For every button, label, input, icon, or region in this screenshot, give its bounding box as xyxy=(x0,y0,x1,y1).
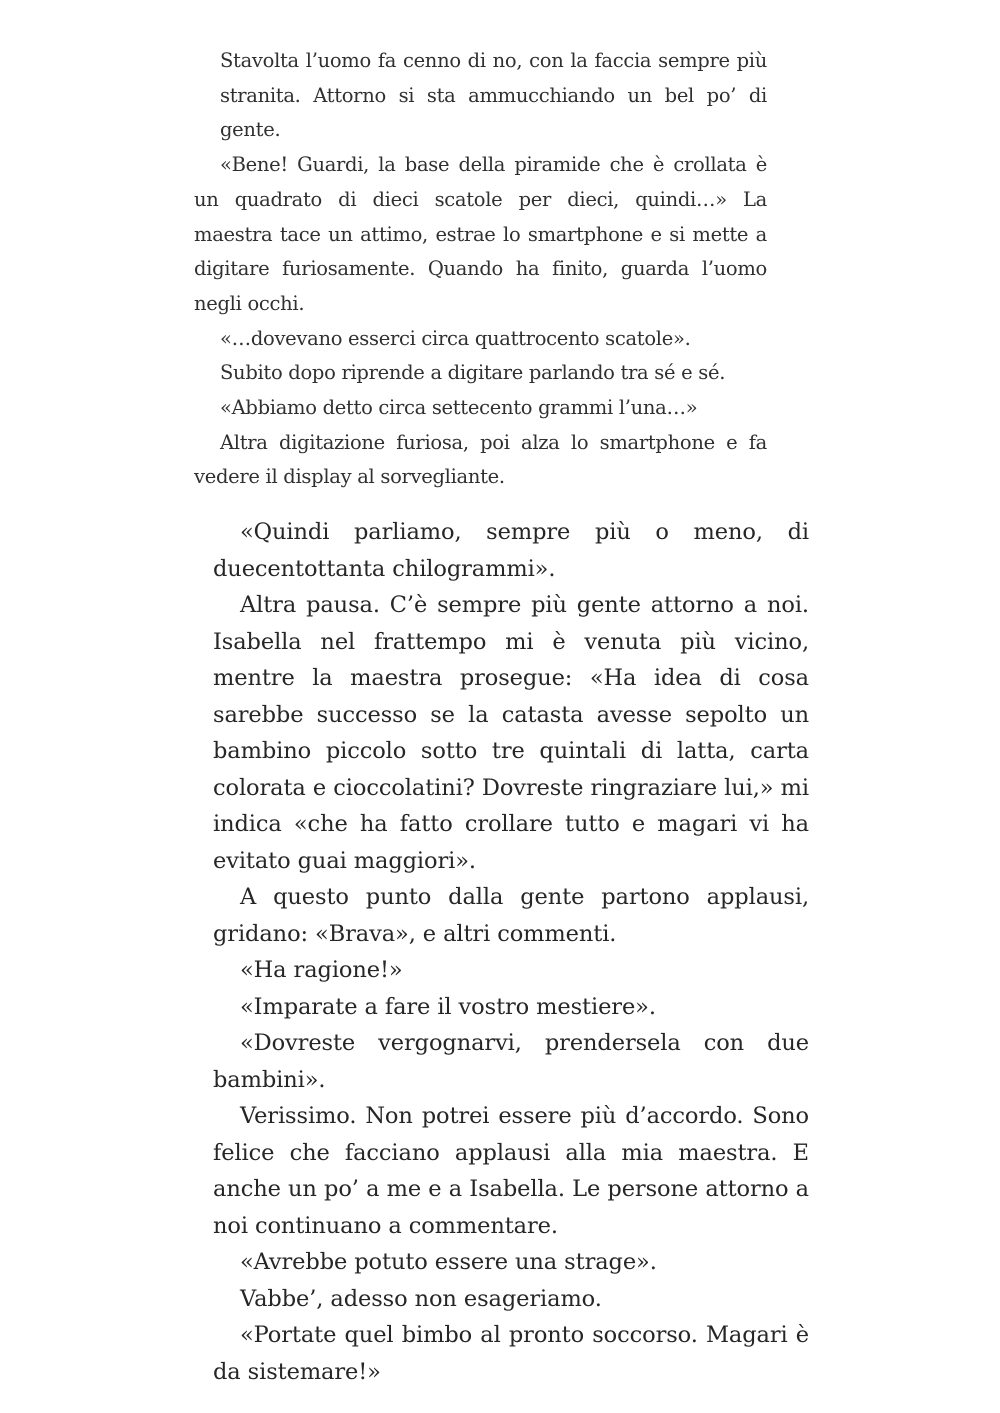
paragraph: Verissimo. Non potrei essere più d’accordo. Sono felice che facciano applausi alla mia maestra. E anche un po’ a me e a Isabella. Le persone attorno a noi continuano a commentare. xyxy=(213,1103,809,1239)
paragraph: «…dovevano esserci circa quattrocento scatole». xyxy=(220,326,691,350)
paragraph: «Ha ragione!» xyxy=(240,957,403,983)
paragraph: Stavolta l’uomo fa cenno di no, con la faccia sempre più stranita. Attorno si sta ammucchiando un bel po’ di gente. xyxy=(220,49,767,142)
paragraph: Vabbe’, adesso non esageriamo. xyxy=(240,1285,602,1312)
paragraph: Altra digitazione furiosa, poi alza lo smartphone e fa vedere il display al sorvegliante. xyxy=(194,430,767,489)
paragraph: «Portate quel bimbo al pronto soccorso. Magari è da sistemare!» xyxy=(213,1322,809,1385)
bottom-text-section xyxy=(213,514,809,1390)
paragraph: Altra pausa. C’è sempre più gente attorno a noi. Isabella nel frattempo mi è venuta più vicino, mentre la maestra prosegue: «Ha idea di cosa sarebbe successo se la catasta avesse sepolto un bambino piccolo sotto tre quintali di latta, carta colorata e cioccolatini? Dovreste ringraziare lui,» mi indica «che ha fatto crollare tutto e magari vi ha evitato guai maggiori». xyxy=(213,592,809,874)
paragraph: A questo punto dalla gente partono applausi, gridano: «Brava», e altri commenti. xyxy=(213,884,809,947)
paragraph: «Quindi parliamo, sempre più o meno, di duecentottanta chilogrammi». xyxy=(213,519,809,582)
paragraph: «Bene! Guardi, la base della piramide che è crollata è un quadrato di dieci scatole per dieci, quindi…» La maestra tace un attimo, estrae lo smartphone e si mette a digitare furiosamente. Quando ha finito, guarda l’uomo negli occhi. xyxy=(194,153,767,315)
paragraph: «Dovreste vergognarvi, prendersela con due bambini». xyxy=(213,1030,809,1093)
paragraph: «Imparate a fare il vostro mestiere». xyxy=(240,993,656,1020)
paragraph: Subito dopo riprende a digitare parlando tra sé e sé. xyxy=(220,361,726,385)
paragraph: «Abbiamo detto circa settecento grammi l’una…» xyxy=(220,396,698,420)
paragraph: «Avrebbe potuto essere una strage». xyxy=(240,1249,657,1275)
top-text-section xyxy=(194,44,767,495)
